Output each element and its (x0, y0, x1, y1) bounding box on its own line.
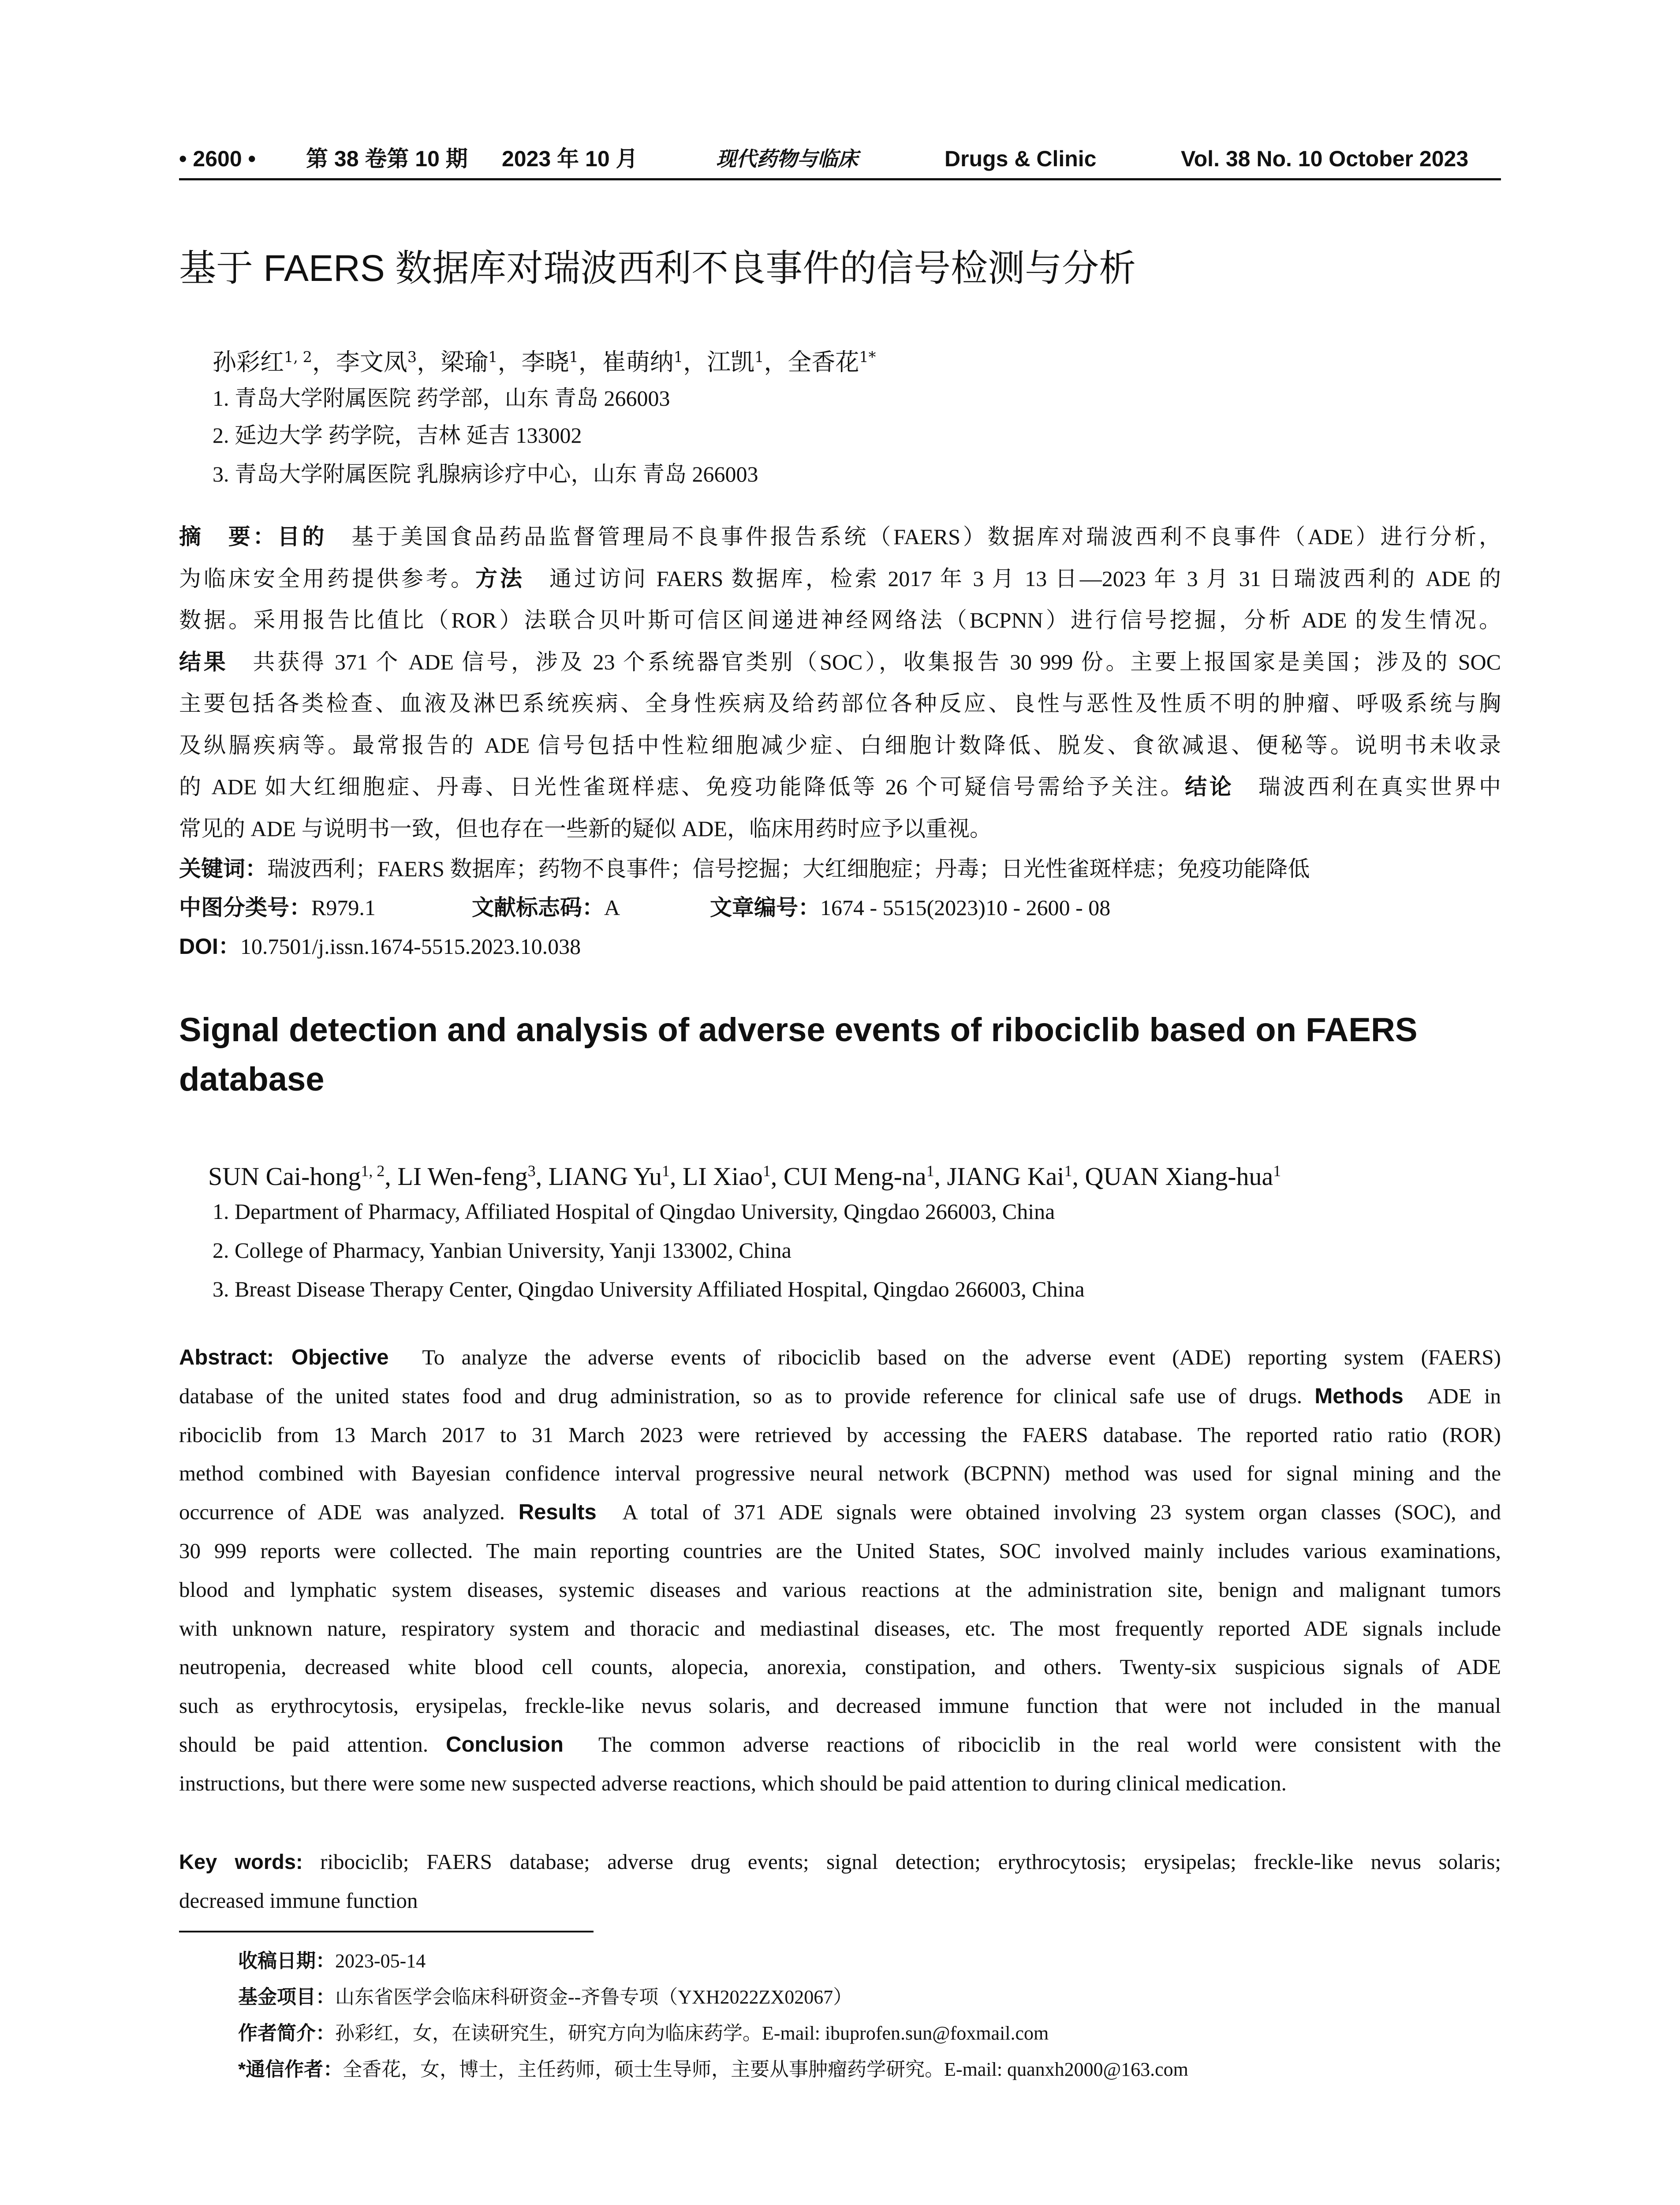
abstract-section-label: 结论 (1185, 774, 1234, 799)
abstract-section-label: Methods (1314, 1384, 1404, 1408)
author-separator: ， (578, 348, 602, 376)
author-affiliation-marker: 3 (527, 1162, 536, 1180)
author-separator: , (934, 1162, 947, 1191)
article-number-value: 1674 - 5515(2023)10 - 2600 - 08 (820, 895, 1111, 920)
author-name: 崔萌纳 (602, 348, 674, 376)
abstract-text: 瑞波西利在真实世界中 (1234, 774, 1501, 799)
doi-label: DOI： (179, 934, 240, 959)
author-separator: , (1072, 1162, 1085, 1191)
cn-affiliation-2: 2. 延边大学 药学院，吉林 延吉 133002 (213, 423, 582, 448)
footnote-fund (238, 1982, 852, 2013)
en-abstract-line (179, 1725, 1501, 1764)
en-abstract-line (179, 1686, 1501, 1725)
abstract-text: neutropenia, decreased white blood cell counts, alopecia, anorexia, constipation, and others. Twenty-six suspicious signals of ADE (179, 1655, 1501, 1679)
author-name: CUI Meng-na (783, 1162, 926, 1191)
clc-value: R979.1 (311, 895, 376, 920)
fund-text: 山东省医学会临床科研资金--齐鲁专项（YXH2022ZX02067） (335, 1986, 853, 2008)
en-authors (208, 1151, 1281, 1196)
abstract-section-label: 目的 (277, 524, 327, 549)
author-name: SUN Cai-hong (208, 1162, 361, 1191)
author-affiliation-marker: 1 (754, 348, 764, 366)
volume-cn: 第 38 卷第 10 期 (306, 146, 468, 171)
abstract-text: 为临床安全用药提供参考。 (179, 566, 475, 591)
abstract-section-label: 摘 要： (179, 524, 278, 549)
abstract-text: The common adverse reactions of ribociclib in the real world were consistent with the (563, 1732, 1501, 1757)
cn-abstract-line (179, 559, 1501, 598)
doc-code-value: A (604, 895, 620, 920)
author-separator: ， (683, 348, 707, 376)
corresponding-text: 全香花，女，博士，主任药师，硕士生导师，主要从事肿瘤药学研究。E-mail: quanxh2000@163.com (343, 2059, 1188, 2080)
en-keywords-label: Key words: (179, 1850, 303, 1873)
author-name: 李晓 (521, 348, 569, 376)
abstract-section-label: 方法 (475, 566, 525, 591)
cn-keywords-text: 瑞波西利；FAERS 数据库；药物不良事件；信号挖掘；大红细胞症；丹毒；日光性雀斑样痣；免疫功能降低 (267, 856, 1310, 881)
cn-abstract-line (179, 725, 1501, 765)
en-abstract-line (179, 1570, 1501, 1609)
abstract-text: 主要包括各类检查、血液及淋巴系统疾病、全身性疾病及给药部位各种反应、良性与恶性及性质不明的肿瘤、呼吸系统与胸 (179, 691, 1501, 716)
journal-name-en: Drugs & Clinic (945, 146, 1097, 171)
footnote-rule (179, 1931, 594, 1932)
en-abstract-line (179, 1764, 1501, 1803)
abstract-text: 及纵膈疾病等。最常报告的 ADE 信号包括中性粒细胞减少症、白细胞计数降低、脱发、食欲减退、便秘等。说明书未收录 (179, 733, 1501, 758)
author-affiliation-marker: 1 (926, 1162, 934, 1180)
en-affiliation-3: 3. Breast Disease Therapy Center, Qingdao University Affiliated Hospital, Qingdao 266003, China (213, 1277, 1085, 1301)
en-keywords-text-1: ribociclib; FAERS database; adverse drug events; signal detection; erythrocytosis; erysipelas; freckle-like nevus solaris; (302, 1850, 1501, 1874)
en-title: Signal detection and analysis of adverse events of ribociclib based on FAERS database (179, 1011, 1418, 1098)
cn-affiliation-1: 1. 青岛大学附属医院 药学部，山东 青岛 266003 (213, 386, 670, 411)
running-header (179, 140, 1501, 177)
author-name: JIANG Kai (947, 1162, 1064, 1191)
abstract-text: 数据。采用报告比值比（ROR）法联合贝叶斯可信区间递进神经网络法（BCPNN）进行信号挖掘，分析 ADE 的发生情况。 (179, 608, 1501, 632)
author-separator: ， (417, 348, 441, 376)
doc-code-label: 文献标志码： (472, 895, 604, 920)
author-separator: , (770, 1162, 784, 1191)
received-date: 2023-05-14 (335, 1950, 426, 1972)
author-affiliation-marker: 1* (859, 348, 876, 366)
doi-line (179, 928, 581, 965)
author-affiliation-marker: 3 (407, 348, 417, 366)
journal-name-cn: 现代药物与临床 (716, 147, 858, 171)
abstract-text: 30 999 reports were collected. The main reporting countries are the United States, SOC involved mainly includes various examinations, (179, 1539, 1501, 1563)
abstract-text: ribociclib from 13 March 2017 to 31 March 2023 were retrieved by accessing the FAERS database. The reported ratio ratio (ROR) (179, 1422, 1501, 1447)
abstract-text: method combined with Bayesian confidence interval progressive neural network (BCPNN) method was used for signal mining and the (179, 1461, 1501, 1486)
corresponding-label: *通信作者： (238, 2059, 343, 2080)
author-affiliation-marker: 1, 2 (361, 1162, 385, 1180)
footnote-corresponding-author (238, 2054, 1188, 2085)
en-abstract-line (179, 1532, 1501, 1570)
author-bio-text: 孙彩红，女，在读研究生，研究方向为临床药学。E-mail: ibuprofen.sun@foxmail.com (335, 2022, 1049, 2044)
date-cn: 2023 年 10 月 (502, 146, 638, 171)
author-affiliation-marker: 1 (661, 1162, 670, 1180)
en-abstract-line (179, 1338, 1501, 1377)
author-separator: ， (312, 348, 336, 376)
doi-value: 10.7501/j.issn.1674-5515.2023.10.038 (240, 934, 581, 959)
abstract-section-label: 结果 (179, 649, 228, 674)
header-rule (179, 178, 1501, 180)
received-label: 收稿日期： (238, 1950, 335, 1972)
cn-abstract-line (179, 600, 1501, 640)
author-separator: , (385, 1162, 398, 1191)
author-affiliation-marker: 1 (1273, 1162, 1281, 1180)
en-abstract-line (179, 1648, 1501, 1686)
abstract-text: ADE in (1403, 1383, 1501, 1408)
abstract-text: such as erythrocytosis, erysipelas, freckle-like nevus solaris, and decreased immune function that were not included in the manual (179, 1693, 1501, 1718)
doc-code-line (472, 889, 620, 926)
cn-authors (213, 340, 876, 380)
author-separator: , (535, 1162, 549, 1191)
abstract-section-label: Conclusion (446, 1733, 564, 1757)
en-keywords (179, 1842, 1501, 1881)
cn-keywords-label: 关键词： (179, 856, 267, 881)
author-name: 江凯 (707, 348, 755, 376)
en-abstract-line (179, 1416, 1501, 1454)
cn-abstract-line (179, 684, 1501, 723)
author-separator: ， (764, 348, 788, 376)
author-affiliation-marker: 1, 2 (284, 348, 312, 366)
en-keywords-continued: decreased immune function (179, 1888, 418, 1913)
abstract-text: should be paid attention. (179, 1732, 446, 1757)
abstract-text: occurrence of ADE was analyzed. (179, 1500, 519, 1525)
cn-abstract-line (179, 809, 1501, 848)
author-name: LI Xiao (682, 1162, 763, 1191)
author-separator: ， (497, 348, 522, 376)
author-affiliation-marker: 1 (673, 348, 683, 366)
abstract-text: 的 ADE 如大红细胞症、丹毒、日光性雀斑样痣、免疫功能降低等 26 个可疑信号需给予关注。 (179, 774, 1185, 799)
cn-title: 基于 FAERS 数据库对瑞波西利不良事件的信号检测与分析 (179, 247, 1136, 289)
author-affiliation-marker: 1 (569, 348, 579, 366)
author-name: 孙彩红 (213, 348, 284, 376)
en-abstract-line (179, 1454, 1501, 1493)
abstract-text: 共获得 371 个 ADE 信号，涉及 23 个系统器官类别（SOC），收集报告 30 999 份。主要上报国家是美国；涉及的 SOC (228, 649, 1501, 674)
en-abstract-line (179, 1493, 1501, 1532)
en-abstract-line (179, 1609, 1501, 1648)
en-abstract-line (179, 1377, 1501, 1416)
en-affiliation-2: 2. College of Pharmacy, Yanbian University, Yanji 133002, China (213, 1238, 791, 1263)
volume-en: Vol. 38 No. 10 October 2023 (1181, 146, 1469, 171)
cn-abstract-line (179, 517, 1501, 557)
abstract-text: 常见的 ADE 与说明书一致，但也存在一些新的疑似 ADE，临床用药时应予以重视。 (179, 816, 992, 841)
abstract-text: A total of 371 ADE signals were obtained involving 23 system organ classes (SOC), and (596, 1500, 1501, 1525)
author-separator: , (669, 1162, 683, 1191)
article-number-line (710, 889, 1110, 926)
author-affiliation-marker: 1 (762, 1162, 771, 1180)
cn-keywords (179, 850, 1310, 887)
author-name: 全香花 (788, 348, 859, 376)
abstract-text: instructions, but there were some new suspected adverse reactions, which should be paid attention to during clinical medication. (179, 1771, 1287, 1795)
abstract-text: blood and lymphatic system diseases, systemic diseases and various reactions at the administration site, benign and malignant tumors (179, 1577, 1501, 1602)
article-number-label: 文章编号： (710, 895, 820, 920)
en-affiliation-1: 1. Department of Pharmacy, Affiliated Hospital of Qingdao University, Qingdao 266003, China (213, 1199, 1055, 1224)
author-name: LIANG Yu (548, 1162, 662, 1191)
clc-label: 中图分类号： (179, 895, 311, 920)
author-bio-label: 作者简介： (238, 2022, 335, 2044)
abstract-text: database of the united states food and drug administration, so as to provide reference for clinical safe use of drugs. (179, 1383, 1315, 1408)
author-name: QUAN Xiang-hua (1085, 1162, 1273, 1191)
author-name: 李文凤 (336, 348, 407, 376)
author-affiliation-marker: 1 (488, 348, 498, 366)
cn-abstract-line (179, 642, 1501, 682)
cn-clc-line (179, 889, 376, 926)
cn-abstract-line (179, 767, 1501, 807)
abstract-text: To analyze the adverse events of ribociclib based on the adverse event (ADE) reporting system (FAERS) (388, 1345, 1501, 1369)
author-affiliation-marker: 1 (1064, 1162, 1072, 1180)
abstract-section-label: Results (518, 1500, 597, 1525)
footnote-author-bio (238, 2018, 1049, 2049)
fund-label: 基金项目： (238, 1986, 335, 2008)
footnote-received (238, 1946, 426, 1977)
page-number: • 2600 • (179, 146, 256, 171)
author-name: 梁瑜 (441, 348, 489, 376)
abstract-section-label: Abstract: Objective (179, 1345, 389, 1369)
cn-affiliation-3: 3. 青岛大学附属医院 乳腺病诊疗中心，山东 青岛 266003 (213, 462, 758, 486)
abstract-text: 通过访问 FAERS 数据库，检索 2017 年 3 月 13 日—2023 年 3 月 31 日瑞波西利的 ADE 的 (524, 566, 1501, 591)
abstract-text: with unknown nature, respiratory system and thoracic and mediastinal diseases, etc. The most frequently reported ADE signals include (179, 1616, 1501, 1641)
author-name: LI Wen-feng (397, 1162, 528, 1191)
abstract-text: 基于美国食品药品监督管理局不良事件报告系统（FAERS）数据库对瑞波西利不良事件（ADE）进行分析， (327, 524, 1501, 549)
